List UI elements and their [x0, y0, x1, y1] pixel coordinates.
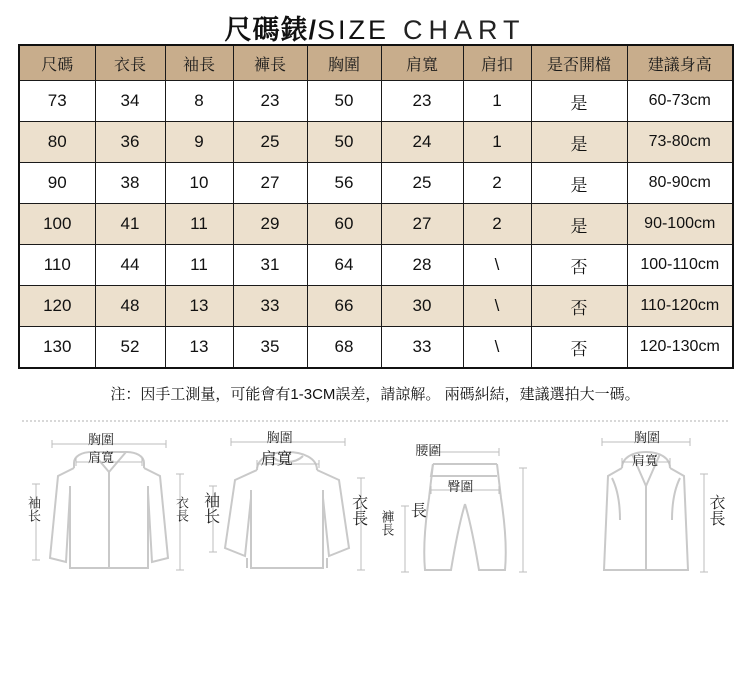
cell-size: 120 [19, 286, 95, 327]
cell-length: 41 [95, 204, 165, 245]
cell-size: 73 [19, 81, 95, 122]
page-title [0, 0, 750, 44]
cell-suggested-height: 110-120cm [627, 286, 733, 327]
cell-length: 38 [95, 163, 165, 204]
cell-size: 110 [19, 245, 95, 286]
cell-size: 80 [19, 122, 95, 163]
cell-chest: 50 [307, 81, 381, 122]
label-length: 長 [408, 502, 426, 518]
cell-pants-length: 33 [233, 286, 307, 327]
figure-row [0, 428, 750, 603]
cell-sleeve: 8 [165, 81, 233, 122]
cell-chest: 60 [307, 204, 381, 245]
table-row [19, 81, 733, 122]
cell-pants-length: 27 [233, 163, 307, 204]
cell-suggested-height: 90-100cm [627, 204, 733, 245]
cell-sleeve: 11 [165, 204, 233, 245]
col-header-size: 尺碼 [19, 45, 95, 81]
label-shoulder: 肩寬 [631, 453, 658, 468]
cell-shoulder-buttons: \ [463, 286, 531, 327]
cell-open-crotch: 是 [531, 122, 627, 163]
col-header-pants-length: 褲長 [233, 45, 307, 81]
page-title-text [224, 8, 525, 47]
cell-sleeve: 11 [165, 245, 233, 286]
cell-length: 34 [95, 81, 165, 122]
col-header-open-crotch: 是否開檔 [531, 45, 627, 81]
cell-shoulder: 27 [381, 204, 463, 245]
label-chest: 胸圍 [633, 430, 660, 445]
cell-chest: 64 [307, 245, 381, 286]
cell-shoulder-buttons: \ [463, 245, 531, 286]
cell-open-crotch: 是 [531, 163, 627, 204]
cell-open-crotch: 否 [531, 327, 627, 369]
cell-suggested-height: 100-110cm [627, 245, 733, 286]
cell-pants-length: 31 [233, 245, 307, 286]
label-pants-length: 褲長 [379, 510, 395, 536]
cell-suggested-height: 80-90cm [627, 163, 733, 204]
cell-chest: 56 [307, 163, 381, 204]
dotted-divider [22, 420, 728, 422]
page-title-latin: SIZE [316, 15, 389, 45]
cell-sleeve: 13 [165, 327, 233, 369]
col-header-suggested-height: 建議身高 [627, 45, 733, 81]
cell-length: 44 [95, 245, 165, 286]
table-row [19, 163, 733, 204]
cell-suggested-height: 60-73cm [627, 81, 733, 122]
cell-shoulder-buttons: 1 [463, 81, 531, 122]
cell-shoulder-buttons: \ [463, 327, 531, 369]
cell-suggested-height: 120-130cm [627, 327, 733, 369]
col-header-chest: 胸圍 [307, 45, 381, 81]
label-hip: 臀圍 [447, 479, 474, 494]
figure-sweatshirt [195, 428, 375, 603]
cell-open-crotch: 否 [531, 286, 627, 327]
label-waist: 腰圍 [415, 443, 442, 458]
cell-shoulder-buttons: 1 [463, 122, 531, 163]
page-title-chart: CHART [403, 15, 526, 45]
figure-jacket [14, 428, 194, 603]
cell-shoulder: 23 [381, 81, 463, 122]
cell-shoulder: 24 [381, 122, 463, 163]
label-garment-length: 衣長 [706, 494, 724, 526]
cell-chest: 68 [307, 327, 381, 369]
cell-chest: 66 [307, 286, 381, 327]
label-sleeve: 袖长 [26, 496, 41, 522]
size-table-head [19, 45, 733, 81]
table-row [19, 122, 733, 163]
pants-illustration [375, 428, 555, 603]
cell-suggested-height: 73-80cm [627, 122, 733, 163]
cell-shoulder: 25 [381, 163, 463, 204]
cell-shoulder-buttons: 2 [463, 204, 531, 245]
figure-vest [556, 428, 736, 603]
cell-length: 52 [95, 327, 165, 369]
cell-shoulder: 28 [381, 245, 463, 286]
cell-chest: 50 [307, 122, 381, 163]
cell-shoulder: 33 [381, 327, 463, 369]
cell-pants-length: 35 [233, 327, 307, 369]
size-table-body [19, 81, 733, 369]
table-header-row [19, 45, 733, 81]
cell-pants-length: 29 [233, 204, 307, 245]
cell-open-crotch: 是 [531, 204, 627, 245]
label-chest: 胸圍 [88, 432, 115, 447]
col-header-shoulder: 肩寬 [381, 45, 463, 81]
label-sleeve: 袖长 [201, 492, 219, 524]
cell-shoulder: 30 [381, 286, 463, 327]
cell-open-crotch: 是 [531, 81, 627, 122]
label-shoulder: 肩寬 [260, 451, 293, 468]
cell-length: 48 [95, 286, 165, 327]
table-row [19, 286, 733, 327]
label-chest: 胸圍 [266, 430, 293, 445]
table-row [19, 327, 733, 369]
label-garment-length: 衣長 [174, 496, 189, 522]
cell-sleeve: 10 [165, 163, 233, 204]
size-table-area [18, 44, 732, 369]
cell-length: 36 [95, 122, 165, 163]
figure-pants [375, 428, 555, 603]
cell-size: 90 [19, 163, 95, 204]
cell-sleeve: 9 [165, 122, 233, 163]
cell-size: 100 [19, 204, 95, 245]
col-header-length: 衣長 [95, 45, 165, 81]
cell-pants-length: 23 [233, 81, 307, 122]
label-garment-length: 衣長 [349, 494, 367, 526]
measurement-note: 注：因手工測量，可能會有1-3CM誤差，請諒解。 兩碼糾結，建議選拍大一碼。 [110, 386, 640, 403]
table-row [19, 245, 733, 286]
cell-shoulder-buttons: 2 [463, 163, 531, 204]
cell-pants-length: 25 [233, 122, 307, 163]
label-shoulder: 肩寬 [88, 450, 115, 465]
col-header-sleeve: 袖長 [165, 45, 233, 81]
table-row [19, 204, 733, 245]
col-header-shoulder-buttons: 肩扣 [463, 45, 531, 81]
cell-open-crotch: 否 [531, 245, 627, 286]
page-title-cjk: 尺碼錶/ [224, 15, 317, 45]
cell-size: 130 [19, 327, 95, 369]
cell-sleeve: 13 [165, 286, 233, 327]
size-table [18, 44, 734, 369]
